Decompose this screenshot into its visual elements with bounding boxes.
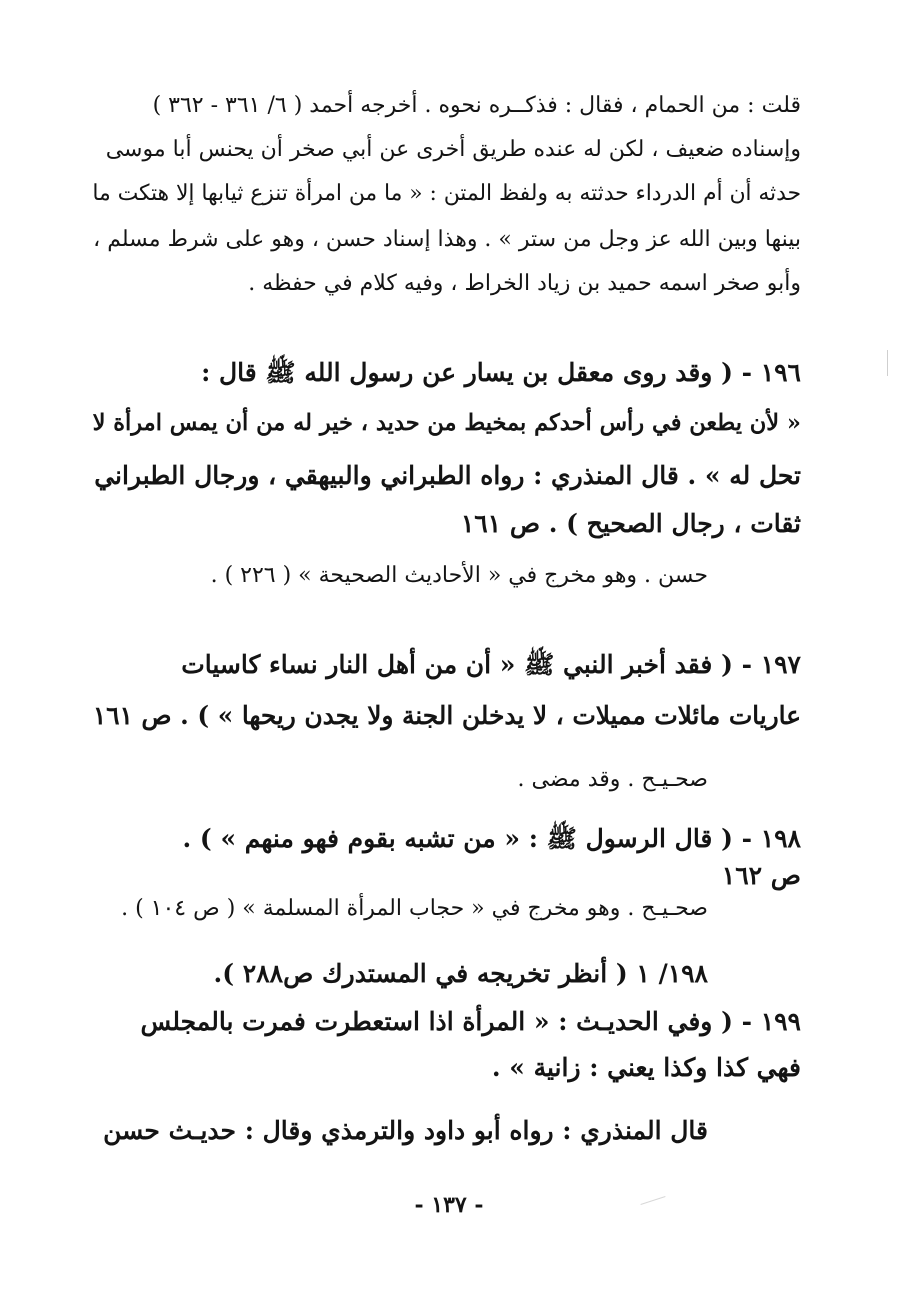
intro-line-5: وأبو صخر اسمه حميد بن زياد الخراط ، وفيه كلام في حفظه . bbox=[248, 271, 801, 296]
hadith-199-line-1: ١٩٩ - ( وفي الحديـث : « المرأة اذا استعطرت فمرت بالمجلس bbox=[140, 1007, 801, 1036]
intro-line-3: حدثه أن أم الدرداء حدثته به ولفظ المتن : « ما من امرأة تنزع ثيابها إلا هتكت ما bbox=[92, 181, 801, 206]
intro-line-2: وإسناده ضعيف ، لكن له عنده طريق أخرى عن أبي صخر أن يحنس أبا موسى bbox=[105, 137, 801, 162]
hadith-199-source: قال المنذري : رواه أبو داود والترمذي وقال : حديـث حسن bbox=[103, 1116, 708, 1145]
hadith-196-grading: حسن . وهو مخرج في « الأحاديث الصحيحة » ( ٢٢٦ ) . bbox=[210, 563, 708, 588]
page-number: - ١٣٧ - bbox=[414, 1192, 484, 1218]
scan-edge-mark bbox=[887, 350, 888, 376]
hadith-197-line-1: ١٩٧ - ( فقد أخبر النبي ﷺ « أن من أهل النار نساء كاسيات bbox=[181, 650, 801, 679]
hadith-198-page-ref: ص ١٦٢ bbox=[721, 861, 801, 890]
hadith-196-line-2: « لأن يطعن في رأس أحدكم بمخيط من حديد ، خير له من أن يمس امرأة لا bbox=[92, 410, 801, 436]
hadith-197-grading: صحـيـح . وقد مضى . bbox=[517, 767, 708, 792]
intro-line-1: قلت : من الحمام ، فقال : فذكــره نحوه . أخرجه أحمد ( ٦/ ٣٦١ - ٣٦٢ ) bbox=[152, 93, 801, 118]
intro-line-4: بينها وبين الله عز وجل من ستر » . وهذا إسناد حسن ، وهو على شرط مسلم ، bbox=[93, 227, 801, 252]
hadith-199-line-2: فهي كذا وكذا يعني : زانية » . bbox=[491, 1053, 801, 1082]
hadith-196-line-3: تحل له » . قال المنذري : رواه الطبراني والبيهقي ، ورجال الطبراني bbox=[94, 461, 801, 490]
hadith-197-line-2: عاريات مائلات مميلات ، لا يدخلن الجنة ولا يجدن ريحها » ) . ص ١٦١ bbox=[92, 701, 801, 730]
hadith-196-line-1: ١٩٦ - ( وقد روى معقل بن يسار عن رسول الله ﷺ قال : bbox=[201, 358, 801, 387]
hadith-198-line-1: ١٩٨ - ( قال الرسول ﷺ : « من تشبه بقوم فهو منهم » ) . bbox=[182, 824, 801, 853]
hadith-198-grading: صحـيـح . وهو مخرج في « حجاب المرأة المسلمة » ( ص ١٠٤ ) . bbox=[121, 896, 708, 921]
hadith-196-line-4: ثقات ، رجال الصحيح ) . ص ١٦١ bbox=[460, 509, 801, 538]
hadith-198-1: ١٩٨/ ١ ( أنظر تخريجه في المستدرك ص٢٨٨ ). bbox=[213, 959, 708, 988]
